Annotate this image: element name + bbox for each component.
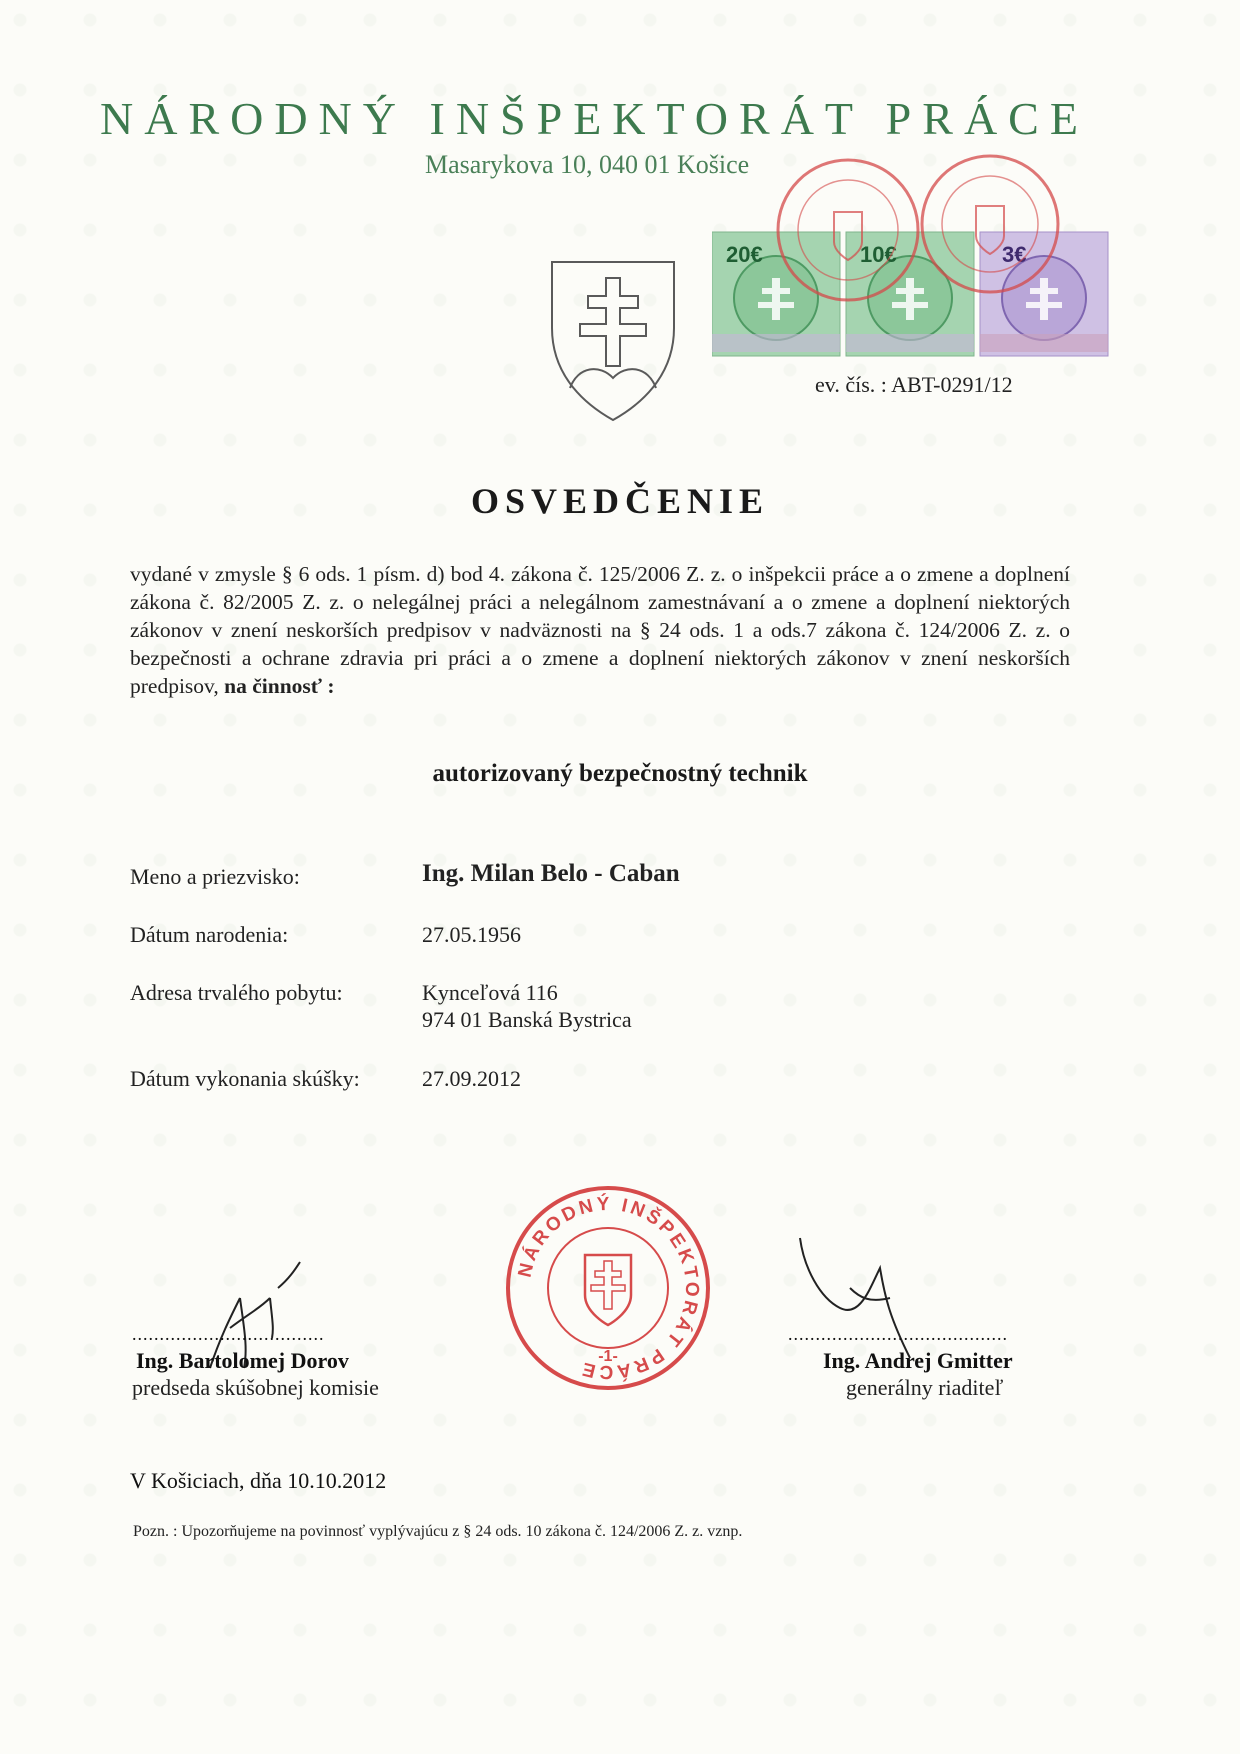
field-value-name: Ing. Milan Belo - Caban bbox=[422, 860, 680, 887]
stamp-value-2: 10€ bbox=[860, 242, 897, 267]
reference-number: ev. čís. : ABT-0291/12 bbox=[815, 372, 1013, 397]
document-title: OSVEDČENIE bbox=[470, 481, 770, 521]
coat-of-arms-icon bbox=[548, 258, 678, 424]
place-date: V Košiciach, dňa 10.10.2012 bbox=[130, 1468, 387, 1493]
field-label-birth-date: Dátum narodenia: bbox=[130, 922, 289, 947]
signature-line-right: ........................................ bbox=[788, 1324, 1008, 1344]
signer-left-name: Ing. Bartolomej Dorov bbox=[136, 1348, 349, 1373]
field-label-address: Adresa trvalého pobytu: bbox=[130, 980, 343, 1005]
field-value-address-line1: Kynceľová 116 bbox=[422, 980, 558, 1005]
field-label-exam-date: Dátum vykonania skúšky: bbox=[130, 1066, 360, 1091]
intro-bold-text: na činnosť : bbox=[224, 674, 335, 698]
seal-number: -1- bbox=[598, 1348, 618, 1365]
intro-paragraph bbox=[130, 560, 1070, 700]
stamp-value-3: 3€ bbox=[1002, 242, 1027, 267]
seal-text: NÁRODNÝ INŠPEKTORÁT PRÁCE bbox=[514, 1193, 703, 1383]
field-label-name: Meno a priezvisko: bbox=[130, 864, 300, 889]
footer-note: Pozn. : Upozorňujeme na povinnosť vyplývajúcu z § 24 ods. 10 zákona č. 124/2006 Z. z. vznp. bbox=[133, 1523, 743, 1540]
field-value-address-line2: 974 01 Banská Bystrica bbox=[422, 1007, 632, 1032]
stamp-value-1: 20€ bbox=[726, 242, 763, 267]
signer-left-role: predseda skúšobnej komisie bbox=[132, 1375, 379, 1400]
field-value-birth-date: 27.05.1956 bbox=[422, 922, 521, 947]
activity-title: autorizovaný bezpečnostný technik bbox=[432, 760, 808, 787]
cancellation-seals bbox=[768, 152, 1068, 312]
signer-right-name: Ing. Andrej Gmitter bbox=[823, 1348, 1013, 1373]
institution-address: Masarykova 10, 040 01 Košice bbox=[425, 150, 750, 179]
field-value-exam-date: 27.09.2012 bbox=[422, 1066, 521, 1091]
signature-line-left: ................................... bbox=[132, 1324, 325, 1344]
signature-right bbox=[790, 1228, 950, 1368]
official-seal-icon bbox=[503, 1183, 713, 1393]
intro-text: vydané v zmysle § 6 ods. 1 písm. d) bod 4. zákona č. 125/2006 Z. z. o inšpekcii práce a o zmene a doplnení zákona č. 82/2005 Z. z. o nelegálnej práci a nelegálnom zamestnávaní a o zmene a doplnení niektorých zákonov v znení neskorších predpisov v nadväznosti na § 24 ods. 1 a ods.7 zákona č. 124/2006 Z. z. o bezpečnosti a ochrane zdravia pri práci a o zmene a doplnení niektorých zákonov v znení neskorších predpisov, bbox=[130, 562, 1070, 698]
institution-name: NÁRODNÝ INŠPEKTORÁT PRÁCE bbox=[100, 93, 1089, 144]
signer-right-role: generálny riaditeľ bbox=[846, 1375, 1004, 1400]
